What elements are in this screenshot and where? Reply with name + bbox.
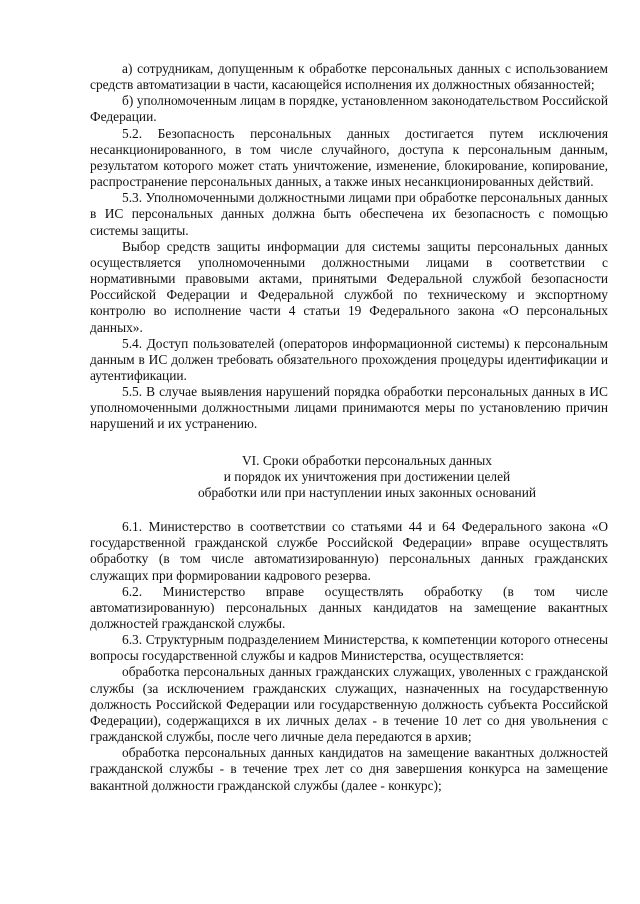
paragraph-dismissed-employees: обработка персональных данных гражданских служащих, уволенных с гражданской службы (за исключением гражданских служащих, назначенных на государственную должность Российской Федерации или государственную должность субъекта Российской Федерации), содержащихся в их личных делах - в течение 10 лет со дня увольнения с гражданской службы, после чего личные дела передаются в архив; <box>90 664 608 745</box>
section-heading-line: VI. Сроки обработки персональных данных <box>242 452 492 468</box>
paragraph-6-1: 6.1. Министерство в соответствии со статьями 44 и 64 Федерального закона «О государственной гражданской службе Российской Федерации» вправе осуществлять обработку (в том числе автоматизированную) персональных данных гражданских служащих при формировании кадрового резерва. <box>90 519 608 583</box>
section-heading <box>90 453 608 501</box>
paragraph-candidates: обработка персональных данных кандидатов на замещение вакантных должностей гражданской службы - в течение трех лет со дня завершения конкурса на замещение вакантной должности гражданской службы (далее - конкурс); <box>90 745 608 793</box>
paragraph-5-2: 5.2. Безопасность персональных данных достигается путем исключения несанкционированного, в том числе случайного, доступа к персональным данным, результатом которого может стать уничтожение, изменение, блокирование, копирование, распространение персональных данных, а также иных несанкционированных действий. <box>90 125 608 190</box>
paragraph-6-2: 6.2. Министерство вправе осуществлять обработку (в том числе автоматизированную) персональных данных кандидатов на замещение вакантных должностей гражданской службы. <box>90 583 608 631</box>
section-heading-line: и порядок их уничтожения при достижении целей <box>223 468 511 484</box>
paragraph-item-a: а) сотрудникам, допущенным к обработке персональных данных с использованием средств автоматизации в части, касающейся исполнения их должностных обязанностей; <box>90 61 608 93</box>
paragraph-5-5: 5.5. В случае выявления нарушений порядка обработки персональных данных в ИС уполномоченными должностными лицами принимаются меры по установлению причин нарушений и их устранению. <box>90 384 608 432</box>
paragraph-protection-tools: Выбор средств защиты информации для системы защиты персональных данных осуществляется уполномоченными должностными лицами в соответствии с нормативными правовыми актами, принятыми Федеральной службой безопасности Российской Федерации и Федеральной службой по техническому и экспортному контролю во исполнение части 4 статьи 19 Федерального закона «О персональных данных». <box>90 238 608 335</box>
paragraph-5-4: 5.4. Доступ пользователей (операторов информационной системы) к персональным данным в ИС должен требовать обязательного прохождения процедуры идентификации и аутентификации. <box>90 335 608 383</box>
paragraph-5-3: 5.3. Уполномоченными должностными лицами при обработке персональных данных в ИС персональных данных должна быть обеспечена их безопасность с помощью системы защиты. <box>90 190 608 238</box>
section-heading-line: обработки или при наступлении иных законных оснований <box>197 484 537 500</box>
paragraph-item-b: б) уполномоченным лицам в порядке, установленном законодательством Российской Федерации. <box>90 93 608 125</box>
document-page <box>90 61 608 794</box>
paragraph-6-3: 6.3. Структурным подразделением Министерства, к компетенции которого отнесены вопросы государственной службы и кадров Министерства, осуществляется: <box>90 632 608 664</box>
